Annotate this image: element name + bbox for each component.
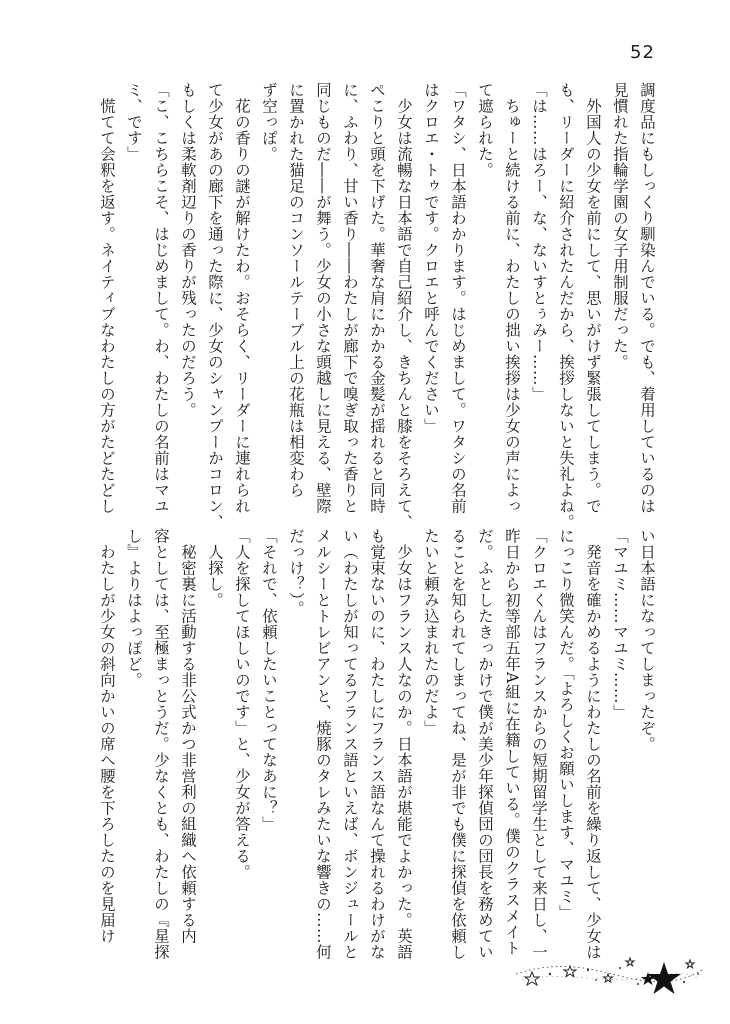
text-line: 人探し。 [206, 528, 224, 608]
text-line: ミ、です」 [125, 82, 143, 162]
text-line: ちゅーと続ける前に、わたしの拙い挨拶は少女の声によっ [503, 82, 521, 514]
text-line: 秘密裏に活動する非公式かつ非営利の組織へ依頼する内 [179, 528, 197, 944]
text-column-bottom [98, 528, 660, 960]
star-ornament [512, 944, 704, 1004]
text-line: 「ワタシ、日本語わかります。はじめまして。ワタシの名前 [449, 82, 467, 514]
text-line: 容としては、至極まっとうだ。少なくとも、わたしの『星探 [152, 528, 170, 960]
text-column-top [98, 82, 660, 530]
text-line: 「こ、こちらこそ、はじめまして。わ、わたしの名前はマユ [152, 82, 170, 514]
text-line: 外国人の少女を前にして、思いがけず緊張してしまう。で [584, 82, 602, 514]
text-line: い（わたしが知ってるフランス語といえば、ボンジュールと [341, 528, 359, 960]
text-line: ぺこりと頭を下げた。華奢な肩にかかる金髪が揺れると同時 [368, 82, 386, 514]
text-line: 少女は流暢な日本語で自己紹介し、きちんと膝をそろえて、 [395, 82, 413, 530]
text-line: い日本語になってしまったぞ。 [638, 528, 656, 752]
text-line: 「それで、依頼したいことってなあに？」 [260, 528, 278, 832]
text-line: て遮られた。 [476, 82, 494, 178]
text-line: も覚束ないのに、わたしにフランス語なんて操れるわけがな [368, 528, 386, 960]
text-line: 「は……はろー、な、ないすとぅみー……」 [530, 82, 548, 402]
text-line: に、ふわり、甘い香り――わたしが廊下で嗅ぎ取った香りと [341, 82, 359, 514]
text-line: 花の香りの謎が解けたわ。おそらく、リーダーに連れられ [233, 82, 251, 514]
text-line: メルシーとトレビアンと、焼豚のタレみたいな響きの……何 [314, 528, 332, 960]
text-line: 発音を確かめるようにわたしの名前を繰り返して、少女は [584, 528, 602, 960]
text-line: だっけ？）。 [287, 528, 305, 617]
text-line: 調度品にもしっくり馴染んでいる。でも、着用しているのは [638, 82, 656, 514]
text-line: 昨日から初等部五年A組に在籍している。僕のクラスメイト [503, 528, 521, 956]
text-line: にっこり微笑んだ。「よろしくお願いします、マユミ」 [557, 528, 575, 921]
text-line: し』よりはよっぽど。 [125, 528, 143, 688]
text-line: ることを知られてしまってね、是が非でも僕に探偵を依頼し [449, 528, 467, 960]
text-line: 少女はフランス人なのか。日本語が堪能でよかった。英語 [395, 528, 413, 960]
text-line: も、リーダーに紹介されたんだから、挨拶しないと失礼よね。 [557, 82, 575, 530]
text-line: て少女があの廊下を通った際に、少女のシャンプーかコロン、 [206, 82, 224, 530]
text-line: に置かれた猫足のコンソールテーブル上の花瓶は相変わら [287, 82, 305, 498]
text-line: 「人を探してほしいのです」と、少女が答える。 [233, 528, 251, 880]
text-line: わたしが少女の斜向かいの席へ腰を下ろしたのを見届け [98, 528, 116, 944]
text-line: もしくは柔軟剤辺りの香りが残ったのだろう。 [179, 82, 197, 418]
text-line: ず空っぽ。 [260, 82, 278, 162]
text-line: 同じものだ――が舞う。少女の小さな頭越しに見える、壁際 [314, 82, 332, 514]
text-line: 慌てて会釈を返す。ネイティブなわたしの方がたどたどし [98, 82, 116, 514]
text-line: 見慣れた指輪学園の女子用制服だった。 [611, 82, 629, 370]
text-line: だ。ふとしたきっかけで僕が美少年探偵団の団長を務めてい [476, 528, 494, 960]
page-number: 52 [630, 42, 655, 63]
text-line: 「クロエくんはフランスからの短期留学生として来日し、一 [530, 528, 548, 960]
text-line: はクロエ・トゥです。クロエと呼んでください」 [422, 82, 440, 434]
text-line: 「マユミ……マユミ……」 [611, 528, 629, 720]
text-line: たいと頼み込まれたのだよ」 [422, 528, 440, 736]
